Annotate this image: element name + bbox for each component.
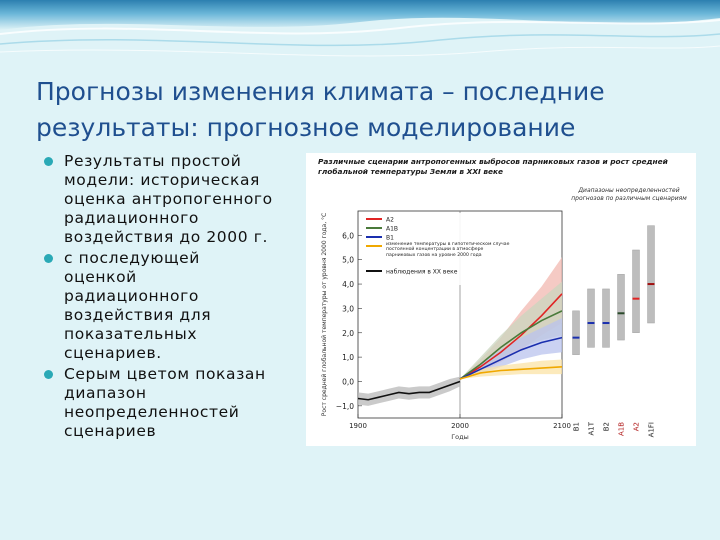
y-tick-label: 0,0	[342, 377, 354, 387]
uncertainty-range-bar	[618, 274, 625, 340]
bullet-list	[44, 152, 306, 443]
y-tick-label: 6,0	[342, 231, 354, 241]
y-axis-label: Рост средней глобальной температуры от уровня 2000 года, °C	[321, 212, 328, 417]
scenario-label: А1FI	[647, 422, 656, 438]
climate-projection-figure	[306, 153, 696, 446]
bullet-dot-icon	[44, 157, 53, 166]
header-wave-decoration	[0, 0, 720, 70]
y-tick-label: 4,0	[342, 280, 354, 290]
y-tick-label: 3,0	[342, 304, 354, 314]
scenario-label: В1	[572, 422, 581, 432]
legend-label: изменение температуры в гипотетическом случае постоянной концентрации в атмосфере парниковых газов на уровне 2000 года	[386, 242, 510, 258]
uncertainty-range-bar	[573, 311, 580, 355]
y-tick-label: 5,0	[342, 255, 354, 265]
bullet-text: Результаты простой модели: историческая оценка антропогенного радиационного воздействия до 2000 г.	[64, 152, 273, 246]
slide-title: Прогнозы изменения климата – последние результаты: прогнозное моделирование	[36, 77, 605, 142]
bullet-dot-icon	[44, 254, 53, 263]
legend-label: А1В	[386, 225, 399, 233]
x-axis-label: Годы	[451, 433, 469, 441]
uncertainty-range-bar	[648, 226, 655, 323]
uncertainty-band	[358, 377, 460, 406]
bullet-text: Серым цветом показан диапазон неопределенностей сценариев	[64, 365, 266, 440]
scenario-label: В2	[602, 422, 611, 432]
uncertainty-range-bar	[603, 289, 610, 347]
y-tick-label: 1,0	[342, 353, 354, 363]
y-tick-label: −1,0	[335, 401, 354, 411]
chart-title: Различные сценарии антропогенных выбросов парниковых газов и рост средней глобальной температуры Земли в XXI веке	[318, 157, 668, 176]
x-tick-label: 1900	[349, 422, 367, 430]
side-panel-title: Диапазоны неопределенностей прогнозов по различным сценариям	[571, 187, 687, 202]
bullet-item	[44, 152, 306, 247]
y-tick-label: 2,0	[342, 328, 354, 338]
bullet-text: с последующей оценкой радиационного воздействия для показательных сценариев.	[64, 249, 212, 362]
scenario-label: А2	[632, 422, 641, 432]
legend-label: наблюдения в XX веке	[386, 268, 458, 276]
scenario-label: А1Т	[587, 422, 596, 436]
legend-label: А2	[386, 216, 394, 224]
x-tick-label: 2100	[553, 422, 571, 430]
uncertainty-range-bar	[588, 289, 595, 347]
bullet-item	[44, 249, 306, 363]
climate-projection-chart	[306, 153, 696, 446]
bullet-item	[44, 365, 306, 441]
uncertainty-range-bar	[633, 250, 640, 333]
legend-label: В1	[386, 234, 394, 242]
scenario-label: А1В	[617, 422, 626, 437]
bullet-dot-icon	[44, 370, 53, 379]
x-tick-label: 2000	[451, 422, 469, 430]
